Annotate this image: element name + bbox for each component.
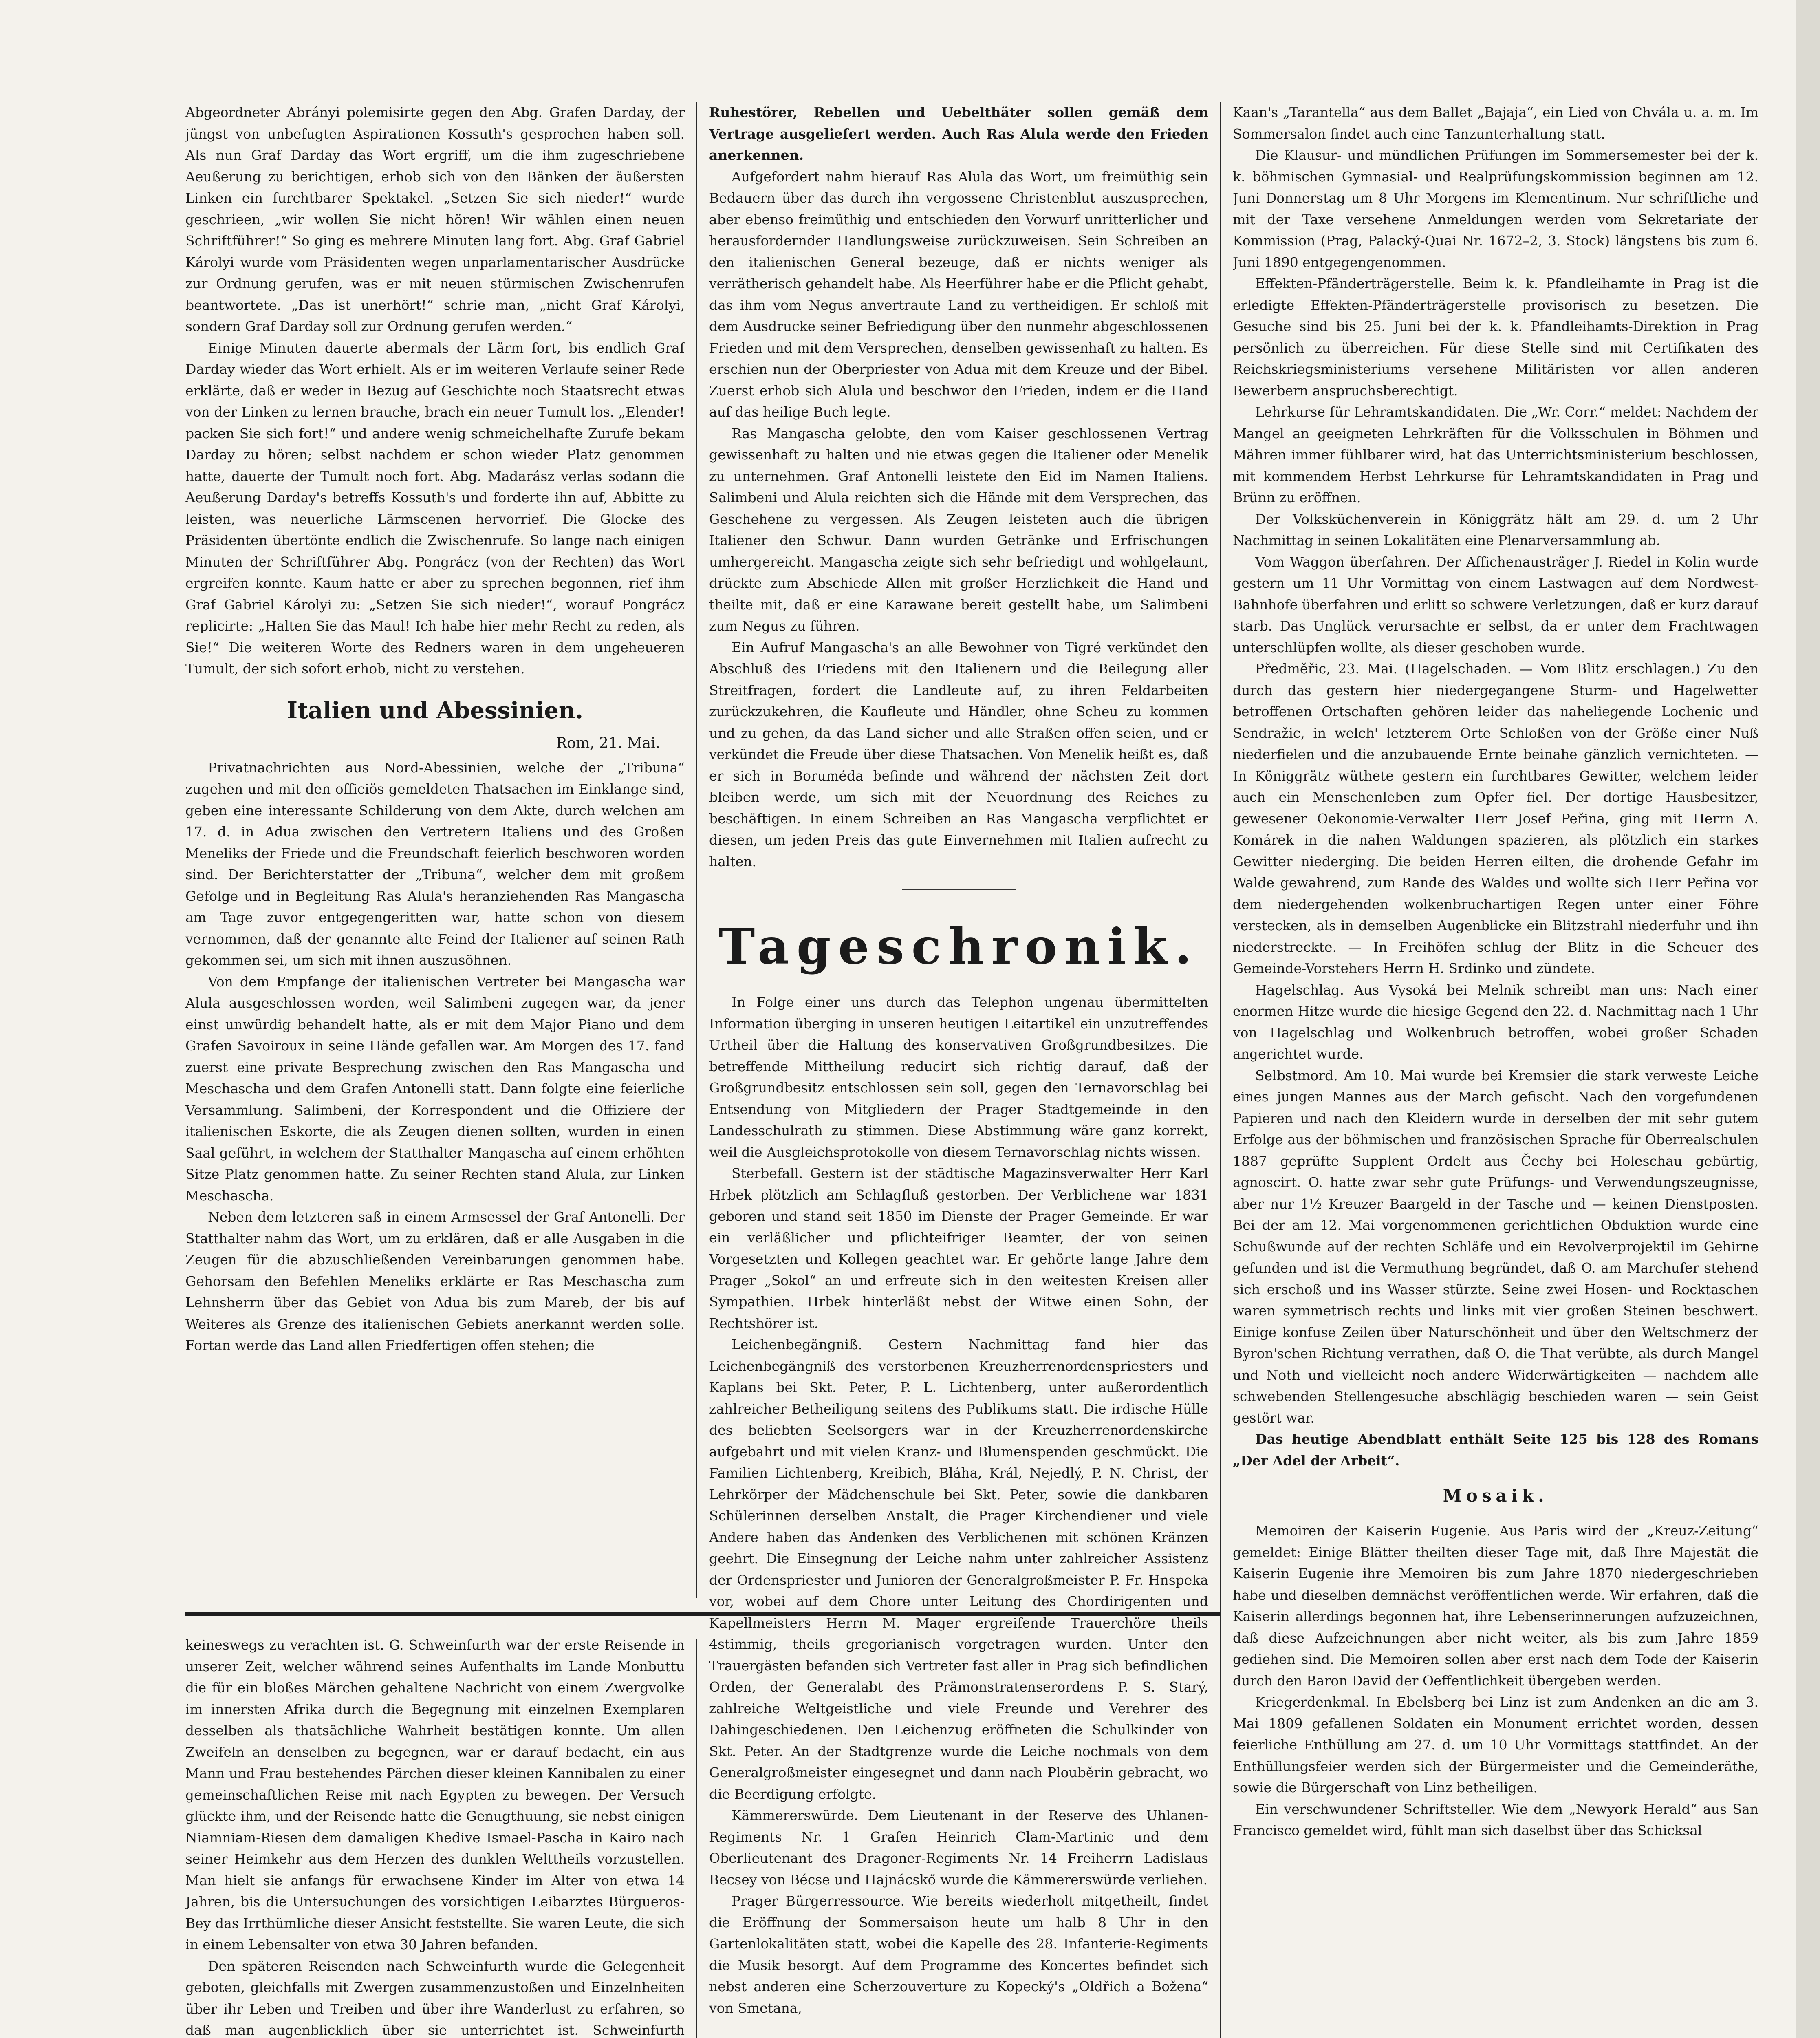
- article-italy-p7: Ein Aufruf Mangascha's an alle Bewohner von Tigré verkündet den Abschluß des Friedens mit den Italienern und die Beilegung aller Streitfragen, fordert die Landleute auf, zu ihren Feldarbeiten zurückzukehren, die Kaufleute und Händler, ohne Scheu zu kommen und zu gehen, da das Land sicher und alle Straßen offen seien, und er verkündet die Freude über diese Thatsachen. Von Menelik heißt es, daß er sich in Boruméda befinde und während der nächsten Zeit dort bleiben werde, um sich mit der Neuordnung des Reiches zu beschäftigen. In einem Schreiben an Ras Mangascha verpflichtet er diesen, um jeden Preis das gute Einvernehmen mit Italien aufrecht zu halten.: [709, 639, 1208, 869]
- article-italy-p3: Neben dem letzteren saß in einem Armsessel der Graf Antonelli. Der Statthalter nahm das Wort, um zu erklären, daß er alle Ausgaben in die Zeugen für die abzuschließenden Vereinbarungen genommen habe. Gehorsam den Befehlen Meneliks erklärte er Ras Meschascha zum Lehnsherrn über das Gebiet von Adua bis zum Mareb, der bis auf Weiteres als Grenze des italienischen Gebiets anerkannt werden solle. Fortan werde das Land allen Friedfertigen offen stehen; die: [185, 1209, 685, 1353]
- column-2: [709, 102, 1208, 2038]
- chronicle-correction: In Folge einer uns durch das Telephon ungenau übermittelten Information überging in unseren heutigen Leitartikel ein unzutreffendes Urtheil über die Haltung des konservativen Großgrundbesitzes. Die betreffende Mittheilung reducirt sich richtig darauf, daß der Großgrundbesitz entschlossen sein soll, gegen den Ternavorschlag bei Entsendung von Mitgliedern der Prager Stadtgemeinde in den Landesschulrath zu stimmen. Diese Abstimmung wäre ganz korrekt, weil die Ausgleichsprotokolle von diesem Ternavorschlag nichts wissen.: [709, 994, 1208, 1160]
- chronicle-lehrkurse: Lehrkurse für Lehramtskandidaten. Die „Wr. Corr.“ meldet: Nachdem der Mangel an geeigneten Lehrkräften für die Volksschulen in Böhmen und Mähren immer fühlbarer wird, hat das Unterrichtsministerium beschlossen, mit kommendem Herbst Lehrkurse für Lehramtskandidaten in Prag und Brünn zu eröffnen.: [1233, 404, 1758, 505]
- mosaic-eugenie: Memoiren der Kaiserin Eugenie. Aus Paris wird der „Kreuz-Zeitung“ gemeldet: Einige Blätter theilten dieser Tage mit, daß Ihre Majestät die Kaiserin Eugenie ihre Memoiren bis zum Jahre 1870 niedergeschrieben habe und dieselben demnächst veröffentlichen werde. Wir erfahren, daß die Kaiserin allerdings begonnen hat, ihre Lebenserinnerungen aufzuzeichnen, daß diese Aufzeichnungen aber nicht weiter, als bis zum Jahre 1859 gediehen sind. Die Memoiren sollen aber erst nach dem Tode der Kaiserin durch den Baron David der Oeffentlichkeit übergeben werden.: [1233, 1523, 1758, 1689]
- column-rule-1: [696, 102, 697, 1598]
- chronicle-selbstmord: Selbstmord. Am 10. Mai wurde bei Kremsier die stark verweste Leiche eines jungen Mannes aus der March gefischt. Nach den vorgefundenen Papieren und nach den Kleidern wurde in derselben der mit sehr gutem Erfolge aus der böhmischen und französischen Sprache für Oberrealschulen 1887 geprüfte Supplent Ordelt aus Čechy bei Holeschau gebürtig, agnoscirt. O. hatte zwar sehr gute Prüfungs- und Verwendungszeugnisse, aber nur 1½ Kreuzer Baargeld in der Tasche und — keinen Dienstposten. Bei der am 12. Mai vorgenommenen gerichtlichen Obduktion wurde eine Schußwunde auf der rechten Schläfe und ein Revolverprojektil im Gehirne gefunden und ist die Vermuthung begründet, daß O. am Marchufer stehend sich erschoß und ins Wasser stürzte. Seine zwei Hosen- und Rocktaschen waren symmetrisch rechts und links mit vier großen Steinen beschwert. Einige konfuse Zeilen über Naturschönheit und über den Weltschmerz der Byron'schen Richtung verrathen, daß O. die That verübte, als durch Mangel und Noth und vielleicht noch andere Widerwärtigkeiten — nachdem alle schwebenden Stellengesuche abschlägig beschieden waren — sein Geist gestört war.: [1233, 1067, 1758, 1426]
- article-italy-p5: Aufgefordert nahm hierauf Ras Alula das Wort, um freimüthig sein Bedauern über das durch ihn vergossene Christenblut auszusprechen, aber ebenso freimüthig und entschieden den Vorwurf unritterlicher und herausfordernder Handlungsweise zurückzuweisen. Sein Schreiben an den italienischen General bezeuge, daß er nichts weniger als verrätherisch gehandelt habe. Als Heerführer habe er die Pflicht gehabt, das ihm vom Negus anvertraute Land zu vertheidigen. Er schloß mit dem Ausdrucke seiner Befriedigung über den nunmehr abgeschlossenen Frieden und mit dem Versprechen, denselben gewissenhaft zu halten. Es erschien nun der Oberpriester von Adua mit dem Kreuze und der Bibel. Zuerst erhob sich Alula und beschwor den Frieden, indem er die Hand auf das heilige Buch legte.: [709, 168, 1208, 420]
- mosaic-kriegerdenkmal: Kriegerdenkmal. In Ebelsberg bei Linz ist zum Andenken an die am 3. Mai 1809 gefallenen Soldaten ein Monument errichtet worden, dessen feierliche Enthüllung am 27. d. um 10 Uhr Vormittags stattfindet. An der Enthüllungsfeier werden sich der Bürgermeister und die Gemeinderäthe, sowie die Bürgerschaft von Linz betheiligen.: [1233, 1694, 1758, 1795]
- chronicle-sterbefall: Sterbefall. Gestern ist der städtische Magazinsverwalter Herr Karl Hrbek plötzlich am Schlagfluß gestorben. Der Verblichene war 1831 geboren und stand seit 1850 im Dienste der Prager Gemeinde. Er war ein verläßlicher und pflichteifriger Beamter, der von seinen Vorgesetzten und Kollegen geachtet war. Er gehörte lange Jahre dem Prager „Sokol“ an und erfreute sich in den weitesten Kreisen aller Sympathien. Hrbek hinterläßt nebst der Witwe einen Sohn, der Rechtshörer ist.: [709, 1165, 1208, 1331]
- section-title-tageschronik: Tageschronik.: [718, 918, 1199, 975]
- chronicle-predmeric: Předměřic, 23. Mai. (Hagelschaden. — Vom Blitz erschlagen.) Zu den durch das gestern hier niedergegangene Sturm- und Hagelwetter betroffenen Ortschaften gehören leider das naheliegende Lochenic und Sendražic, in welch' letzterem Orte Schloßen von der Größe einer Nuß niederfielen und die anzubauende Ernte beinahe gänzlich vernichteten. — In Königgrätz wüthete gestern ein furchtbares Gewitter, welchem leider auch ein Menschenleben zum Opfer fiel. Der dortige Hausbesitzer, gewesener Oekonomie-Verwalter Herr Josef Peřina, ging mit Herrn A. Komárek in die nahen Waldungen spazieren, als plötzlich ein starkes Gewitter niederging. Die beiden Herren eilten, die drohende Gefahr im Walde gewahrend, zum Rande des Waldes und wollte sich Herr Peřina vor dem niedergehenden wolkenbruchartigen Regen unter einer Föhre verstecken, als in demselben Augenblicke ein Blitzstrahl niederfuhr und ihn niederstreckte. — In Freihöfen schlug der Blitz in die Scheuer des Gemeinde-Vorstehers Herrn H. Srdinko und zündete.: [1233, 661, 1758, 976]
- divider: [902, 889, 1016, 890]
- article-parliament-p2: Einige Minuten dauerte abermals der Lärm fort, bis endlich Graf Darday wieder das Wort erhielt. Als er im weiteren Verlaufe seiner Rede erklärte, daß er weder in Bezug auf Geschichte noch Staatsrecht etwas von der Linken zu lernen brauche, brach ein neuer Tumult los. „Elender! packen Sie sich fort!“ und andere wenig schmeichelhafte Zurufe bekam Darday zu hören; selbst nachdem er schon wieder Platz genommen hatte, dauerte der Tumult noch fort. Abg. Madarász verlas sodann die Aeußerung Darday's betreffs Kossuth's und forderte ihn auf, Abbitte zu leisten, was neuerliche Lärmscenen hervorrief. Die Glocke des Präsidenten übertönte endlich die Zwischenrufe. So lange nach einigen Minuten der Schriftführer Abg. Pongrácz (von der Rechten) das Wort ergreifen konnte. Kaum hatte er aber zu sprechen begonnen, rief ihm Graf Gabriel Károlyi zu: „Setzen Sie sich nieder!“, worauf Pongrácz replicirte: „Halten Sie das Maul! Ich habe hier mehr Recht zu reden, als Sie!“ Die weiteren Worte des Redners waren in dem ungeheueren Tumult, der sich sofort erhob, nicht zu verstehen.: [185, 340, 685, 677]
- column-rule-1b: [696, 1639, 697, 2038]
- column-1: [185, 102, 685, 1602]
- notice-abendblatt: Das heutige Abendblatt enthält Seite 125 bis 128 des Romans „Der Adel der Arbeit“.: [1233, 1431, 1758, 1469]
- article-italy-p2: Von dem Empfange der italienischen Vertreter bei Mangascha war Alula ausgeschlossen worden, weil Salimbeni zugegen war, da jener einst unwürdig behandelt hatte, als er mit dem Major Piano und dem Grafen Savoiroux in seine Hände gefallen war. Am Morgen des 17. fand zuerst eine private Besprechung zwischen den Ras Mangascha und Meschascha und dem Grafen Antonelli statt. Dann folgte eine feierliche Versammlung. Salimbeni, der Korrespondent und die Offiziere der italienischen Eskorte, die als Zeugen dienen sollten, wurden in einen Saal geführt, in welchem der Statthalter Mangascha auf einem erhöhten Sitze Platz genommen hatte. Zu seiner Rechten stand Alula, zur Linken Meschascha.: [185, 973, 685, 1204]
- newspaper-page: [185, 102, 1758, 2038]
- column-3: [1233, 102, 1758, 2038]
- mosaic-schriftsteller: Ein verschwundener Schriftsteller. Wie dem „Newyork Herald“ aus San Francisco gemeldet wird, fühlt man sich daselbst über das Schicksal: [1233, 1801, 1758, 1838]
- chronicle-leichenbegaengniss: Leichenbegängniß. Gestern Nachmittag fand hier das Leichenbegängniß des verstorbenen Kreuzherrenordenspriesters und Kaplans bei Skt. Peter, P. L. Lichtenberg, unter außerordentlich zahlreicher Betheiligung seitens des Publikums statt. Die irdische Hülle des beliebten Seelsorgers war in der Kreuzherrenordenskirche aufgebahrt und mit vielen Kranz- und Blumenspenden geschmückt. Die Familien Lichtenberg, Kreibich, Bláha, Král, Nejedlý, P. N. Christ, der Lehrkörper der Mädchenschule bei Skt. Peter, sowie die dankbaren Schülerinnen derselben Anstalt, die Prager Kirchendiener und viele Andere haben das Andenken des Verblichenen mit schönen Kränzen geehrt. Die Einsegnung der Leiche nahm unter zahlreicher Assistenz der Ordenspriester und Junioren der Generalgroßmeister P. Fr. Hnspeka vor, wobei auf dem Chore unter Leitung des Chordirigenten und Kapellmeisters Herrn M. Mager ergreifende Trauerchöre theils 4stimmig, theils gregorianisch vorgetragen wurden. Unter den Trauergästen befanden sich Vertreter fast aller in Prag sich befindlichen Orden, der Generalabt des Prämonstratenserordens P. S. Starý, zahlreiche Weltgeistliche und viele Freunde und Verehrer des Dahingeschiedenen. Den Leichenzug eröffneten die Schulkinder von Skt. Peter. An der Stadtgrenze wurde die Leiche nochmals von dem Generalgroßmeister eingesegnet und dann nach Plouběrin gebracht, wo die Beerdigung erfolgte.: [709, 1337, 1208, 1802]
- article-parliament-p1: Abgeordneter Abrányi polemisirte gegen den Abg. Grafen Darday, der jüngst von unbefugten Aspirationen Kossuth's gesprochen haben soll. Als nun Graf Darday das Wort ergriff, um die ihm zugeschriebene Aeußerung zu berichtigen, erhob sich von den Bänken der äußersten Linken ein furchtbarer Spektakel. „Setzen Sie sich nieder!“ wurde geschrieen, „wir wollen Sie nicht hören! Wir wählen einen neuen Schriftführer!“ So ging es mehrere Minuten lang fort. Abg. Graf Gabriel Károlyi wurde vom Präsidenten wegen unparlamentarischer Ausdrücke zur Ordnung gerufen, was er mit neuen stürmischen Zwischenrufen beantwortete. „Das ist unerhört!“ schrie man, „nicht Graf Károlyi, sondern Graf Darday soll zur Ordnung gerufen werden.“: [185, 104, 685, 334]
- chronicle-pfandleihamt: Effekten-Pfänderträgerstelle. Beim k. k. Pfandleihamte in Prag ist die erledigte Effekten-Pfänderträgerstelle provisorisch zu besetzen. Die Gesuche sind bis 25. Juni bei der k. k. Pfandleihamts-Direktion in Prag persönlich zu überreichen. Für diese Stelle sind mit Certifikaten des Reichskriegsministeriums versehene Militäristen vor allen anderen Bewerbern anspruchsberechtigt.: [1233, 276, 1758, 399]
- chronicle-concert-cont: Kaan's „Tarantella“ aus dem Ballet „Bajaja“, ein Lied von Chvála u. a. m. Im Sommersalon findet auch eine Tanzunterhaltung statt.: [1233, 104, 1758, 142]
- chronicle-waggon: Vom Waggon überfahren. Der Affichenausträger J. Riedel in Kolin wurde gestern um 11 Uhr Vormittag von einem Lastwagen auf dem Nordwest-Bahnhofe überfahren und erlitt so schwere Verletzungen, daß er kurz darauf starb. Das Unglück verursachte er selbst, da er unter dem Frachtwagen unterschlüpfen wollte, als dieser geschoben wurde.: [1233, 554, 1758, 655]
- dateline-rome: Rom, 21. Mai.: [556, 734, 660, 752]
- column-rule-2: [1220, 102, 1221, 2038]
- chronicle-hagelschlag: Hagelschlag. Aus Vysoká bei Melnik schreibt man uns: Nach einer enormen Hitze wurde die hiesige Gegend den 22. d. Nachmittag nach 1 Uhr von Hagelschlag und Wolkenbruch betroffen, wobei großer Schaden angerichtet wurde.: [1233, 982, 1758, 1062]
- chronicle-buergerressource: Prager Bürgerressource. Wie bereits wiederholt mitgetheilt, findet die Eröffnung der Sommersaison heute um halb 8 Uhr in den Gartenlokalitäten statt, wobei die Kapelle des 28. Infanterie-Regiments die Musik besorgt. Auf dem Programme des Koncertes befindet sich nebst anderen eine Scherzouverture zu Kopecký's „Oldřich a Božena“ von Smetana,: [709, 1893, 1208, 2016]
- heading-mosaik: Mosaik.: [1443, 1486, 1549, 1506]
- article-italy-p1: Privatnachrichten aus Nord-Abessinien, welche der „Tribuna“ zugehen und mit den officiös gemeldeten Thatsachen im Einklange sind, geben eine interessante Schilderung von dem Akte, durch welchen am 17. d. in Adua zwischen den Vertretern Italiens und des Großen Meneliks der Friede und die Freundschaft feierlich beschworen worden sind. Der Berichterstatter der „Tribuna“, welcher dem mit großem Gefolge und in Begleitung Ras Alula's heranziehenden Ras Mangascha am Tage zuvor entgegengeritten war, hatte schon von diesem vernommen, daß der genannte alte Feind der Italiener auf seinen Rath gekommen sei, um sich mit ihnen auszusöhnen.: [185, 759, 685, 968]
- chronicle-pruefungen: Die Klausur- und mündlichen Prüfungen im Sommersemester bei der k. k. böhmischen Gymnasial- und Realprüfungskommission beginnen am 12. Juni Donnerstag um 8 Uhr Morgens im Klementinum. Nur schriftliche und mit der Taxe versehene Anmeldungen werden vom Sekretariate der Kommission (Prag, Palacký-Quai Nr. 1672–2, 3. Stock) längstens bis zum 6. Juni 1890 entgegengenommen.: [1233, 147, 1758, 270]
- chronicle-kaemmererswuerde: Kämmererswürde. Dem Lieutenant in der Reserve des Uhlanen-Regiments Nr. 1 Grafen Heinrich Clam-Martinic und dem Oberlieutenant des Dragoner-Regiments Nr. 14 Freiherrn Ladislaus Becsey von Bécse und Hajnácskő wurde die Kämmererswürde verliehen.: [709, 1807, 1208, 1888]
- article-italy-p6: Ras Mangascha gelobte, den vom Kaiser geschlossenen Vertrag gewissenhaft zu halten und nie etwas gegen die Italiener oder Menelik zu unternehmen. Graf Antonelli leistete den Eid im Namen Italiens. Salimbeni und Alula reichten sich die Hände mit dem Versprechen, das Geschehene zu vergessen. Als Zeugen leisteten auch die übrigen Italiener den Schwur. Dann wurden Getränke und Erfrischungen umhergereicht. Mangascha zeigte sich sehr befriedigt und wohlgelaunt, drückte zum Abschiede Allen mit großer Herzlichkeit die Hand und theilte mit, daß er eine Karawane bereit gestellt habe, um Salimbeni zum Negus zu führen.: [709, 425, 1208, 634]
- heading-italy-abyssinia: Italien und Abessinien.: [286, 697, 584, 724]
- chronicle-volkskueche: Der Volksküchenverein in Königgrätz hält am 29. d. um 2 Uhr Nachmittag in seinen Lokalitäten eine Plenarversammlung ab.: [1233, 511, 1758, 548]
- feuilleton-p2: Den späteren Reisenden nach Schweinfurth wurde die Gelegenheit geboten, gleichfalls mit Zwergen zusammenzustoßen und Einzelnheiten über ihr Leben und Treiben und über ihre Wanderlust zu erfahren, so daß man augenblicklich über sie unterrichtet ist. Schweinfurth: [185, 1958, 685, 2038]
- article-italy-p4: Ruhestörer, Rebellen und Uebelthäter sollen gemäß dem Vertrage ausgeliefert werden. Auch Ras Alula werde den Frieden anerkennen.: [709, 104, 1208, 163]
- feuilleton-column-1: [185, 1634, 685, 2038]
- feuilleton-p1: keineswegs zu verachten ist. G. Schweinfurth war der erste Reisende in unserer Zeit, welcher während seines Aufenthalts im Lande Monbuttu die für ein bloßes Märchen gehaltene Nachricht von einem Zwergvolke im innersten Afrika durch die Begegnung mit einzelnen Exemplaren desselben als thatsächliche Wahrheit bestätigen konnte. Um allen Zweifeln an denselben zu begegnen, war er darauf bedacht, ein aus Mann und Frau bestehendes Pärchen dieser kleinen Kannibalen zu einer gemeinschaftlichen Reise mit nach Egypten zu bewegen. Der Versuch glückte ihm, und der Reisende hatte die Genugthuung, sie nebst einigen Niamniam-Riesen dem damaligen Khedive Ismael-Pascha in Kairo nach seiner Heimkehr aus dem Herzen des dunklen Welttheils vorzustellen. Man hielt sie anfangs für erwachsene Kinder im Alter von etwa 14 Jahren, bis die Untersuchungen des vorsichtigen Leibarztes Bürgueros-Bey das Irrthümliche dieser Ansicht feststellte. Sie waren Leute, die sich in einem Lebensalter von etwa 30 Jahren befanden.: [185, 1637, 685, 1952]
- scan-border: [1796, 0, 1820, 2038]
